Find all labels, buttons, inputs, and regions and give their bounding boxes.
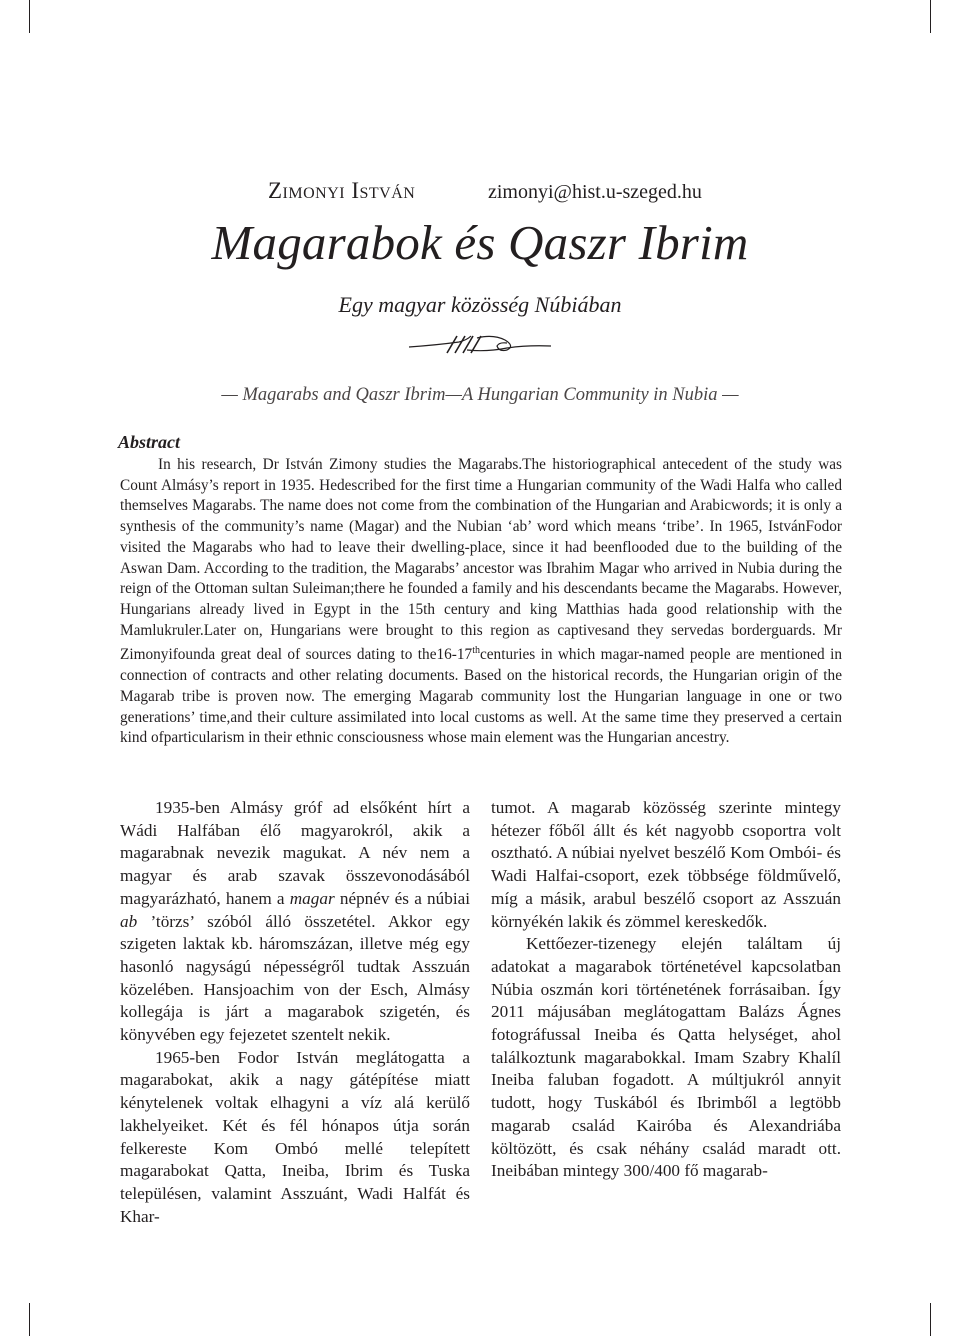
superscript-th: th <box>472 645 480 657</box>
article-subtitle: Egy magyar közösség Núbiában <box>338 292 622 317</box>
body-column-right <box>491 797 841 1183</box>
crop-mark-top-left <box>29 0 30 33</box>
english-title: — Magarabs and Qaszr Ibrim—A Hungarian Community in Nubia — <box>221 385 739 405</box>
abstract-text: In his research, Dr István Zimony studies the Magarabs.The historiographical antecedent of the study was Count Almásy’s report in 1935. Hedescribed for the first time a Hungarian community of the Wadi Halfa who called themselves Magarabs. The name does not come from the combination of the Hungarian and Arabicwords; it is only a synthesis of the community’s name (Magar) and the Nubian ‘ab’ word which means ‘tribe’. In 1965, IstvánFodor visited the Magarabs who had to leave their dwelling-place, since it had beenflooded due to the building of the Aswan Dam. According to the tradition, the Magarabs’ ancestor was Ibrahim Magar who arrived in Nubia during the reign of the Ottoman sultan Suleiman;there he founded a family and his descendants became the Magarabs. However, Hungarians already lived in Egypt in the 15th century and king Matthias hada good relationship with the Mamlukruler.Later on, Hungarians were brought to this region as captivesand they servedas borderguards. Mr Zimonyifounda great deal of sources dating to the16-17thcenturies in which magar-named people are mentioned in connection of contracts and other relating documents. Based on the historical records, the Hungarian origin of the Magarab tribe is proven now. The emerging Magarab community lost the Hungarian language in one or two generations’ time,and their culture assimilated into local customs as well. At the same time they preserved a certain kind ofparticularism in their ethnic consciousness whose main element was the Hungarian ancestry. <box>120 456 842 747</box>
crop-mark-bottom-right <box>930 1303 931 1336</box>
paragraph: 1965-ben Fodor István meglátogatta a magarabokat, akik a nagy gátépítése miatt kénytelenek voltak elhagyni a víz alá kerülő lakhelyeiket. Két és fél hónapos útja során felkereste Kom Ombó mellé telepített magarabokat Qatta, Ineiba, Ibrim és Tuska településen, valamint Asszuánt, Wadi Halfát és Khar- <box>120 1047 470 1226</box>
paragraph: 1935-ben Almásy gróf ad elsőként hírt a Wádi Halfában élő magyarokról, akik a magarabnak nevezik magukat. A név nem a magyar és arab szavak összevonodásából magyarázható, hanem a magar népnév és a núbiai ab ’törzs’ szóból álló összetétel. Akkor egy szigeten laktak kb. háromszázan, illetve még egy hasonló nagyságú népességről tudtak Asszuán közelében. Hansjoachim von der Esch, Almásy kollegája is járt a magarabok szigetén, és könyvében egy fejezetet szentelt nekik. <box>120 798 470 1045</box>
abstract-heading: Abstract <box>118 432 181 452</box>
body-column-left <box>120 797 470 1228</box>
article-title: Magarabok és Qaszr Ibrim <box>211 215 749 270</box>
author-name: Zimonyi István <box>268 178 416 203</box>
author-email[interactable]: zimonyi@hist.u-szeged.hu <box>488 181 702 203</box>
flourish-ornament-icon <box>407 330 553 360</box>
crop-mark-bottom-left <box>29 1303 30 1336</box>
paragraph: tumot. A magarab közösség szerinte mintegy hétezer főből állt és két nagyobb csoportra volt osztható. A núbiai nyelvet beszélő Kom Ombói- és Wadi Halfai-csoport, ezek többsége földművelő, míg a másik, arabul beszélő csoport az Asszuán környékén lakik és zömmel kereskedők. <box>491 798 841 931</box>
article-header <box>0 176 960 216</box>
crop-mark-top-right <box>930 0 931 33</box>
paragraph: Kettőezer-tizenegy elején találtam új adatokat a magarabok történetével kapcsolatban Núbia oszmán kori történetének forrásaiban. Így 2011 májusában meglátogattam Balázs Ágnes fotográfussal Ineiba és Qatta helységet, ahol találkoztunk magarabokkal. Imam Szabry Khalíl Ineiba faluban fogadott. A múltjukról annyit tudott, hogy Tuskából és Ibrimből a legtöbb magarab család Kairóba és Alexandriába költözött, és csak néhány család maradt ott. Ineibában mintegy 300/400 fő magarab- <box>491 934 841 1181</box>
